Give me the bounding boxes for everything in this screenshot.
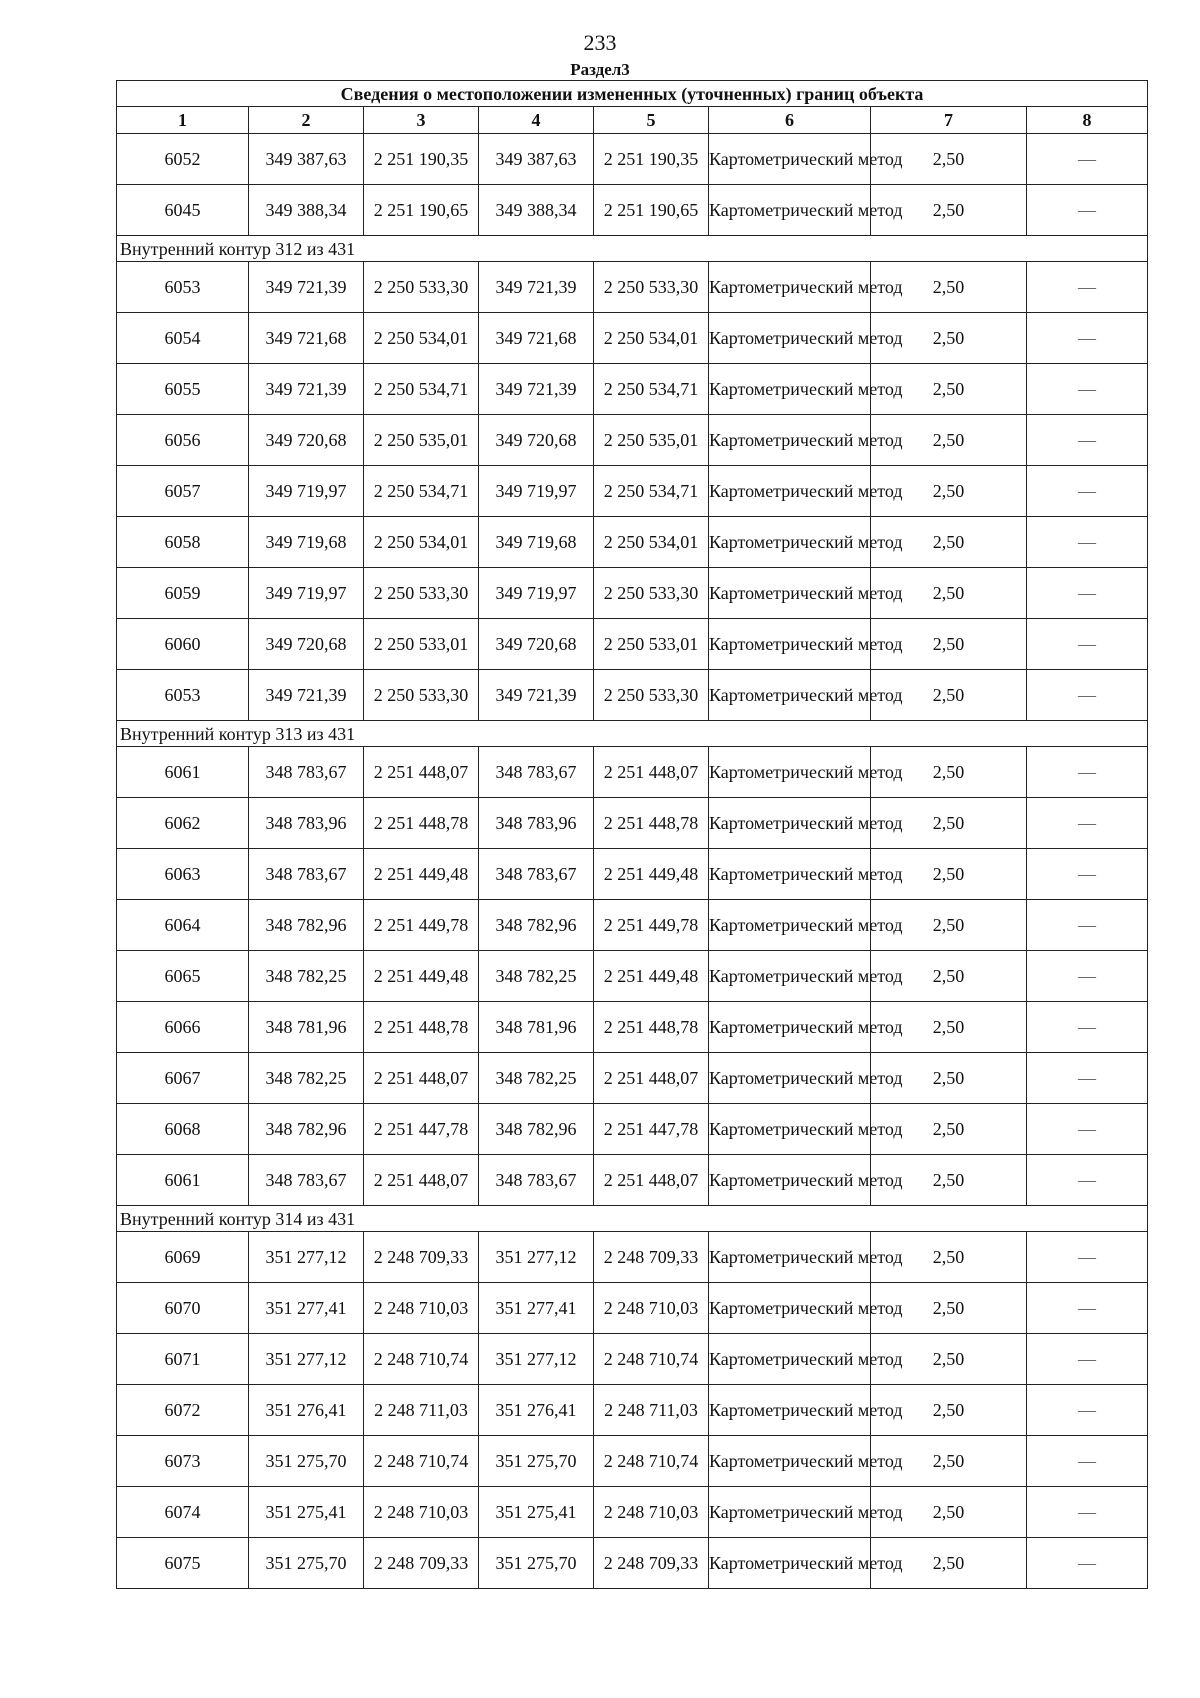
cell-x-coordinate: 348 783,67 [249,1155,364,1206]
cell-note: — [1027,670,1148,721]
cell-method: Картометрический метод [709,1436,871,1487]
cell-y-coordinate-refined: 2 250 533,30 [594,262,709,313]
cell-x-coordinate-refined: 349 721,68 [479,313,594,364]
cell-x-coordinate-refined: 349 721,39 [479,262,594,313]
cell-accuracy: 2,50 [871,415,1027,466]
table-title: Сведения о местоположении измененных (уточненных) границ объекта [117,81,1148,107]
column-header-3: 3 [364,107,479,134]
cell-x-coordinate-refined: 351 276,41 [479,1385,594,1436]
table-row [117,1155,1148,1206]
cell-y-coordinate: 2 248 711,03 [364,1385,479,1436]
cell-note: — [1027,185,1148,236]
cell-y-coordinate: 2 251 448,07 [364,747,479,798]
cell-y-coordinate-refined: 2 250 534,01 [594,517,709,568]
cell-x-coordinate: 349 719,97 [249,466,364,517]
cell-y-coordinate: 2 251 448,07 [364,1053,479,1104]
cell-point-number: 6064 [117,900,249,951]
column-header-6: 6 [709,107,871,134]
cell-x-coordinate-refined: 351 275,41 [479,1487,594,1538]
table-row [117,1104,1148,1155]
cell-y-coordinate-refined: 2 248 710,03 [594,1487,709,1538]
cell-note: — [1027,466,1148,517]
cell-x-coordinate: 349 388,34 [249,185,364,236]
cell-point-number: 6070 [117,1283,249,1334]
cell-point-number: 6066 [117,1002,249,1053]
column-header-2: 2 [249,107,364,134]
cell-method: Картометрический метод [709,1538,871,1589]
cell-note: — [1027,1436,1148,1487]
cell-accuracy: 2,50 [871,1002,1027,1053]
cell-method: Картометрический метод [709,313,871,364]
cell-accuracy: 2,50 [871,619,1027,670]
cell-x-coordinate: 351 276,41 [249,1385,364,1436]
cell-note: — [1027,517,1148,568]
cell-y-coordinate-refined: 2 248 709,33 [594,1538,709,1589]
cell-x-coordinate-refined: 349 721,39 [479,670,594,721]
cell-note: — [1027,849,1148,900]
table-row [117,1436,1148,1487]
cell-accuracy: 2,50 [871,517,1027,568]
cell-y-coordinate-refined: 2 251 448,07 [594,1053,709,1104]
cell-note: — [1027,1002,1148,1053]
table-row [117,568,1148,619]
cell-y-coordinate: 2 251 449,78 [364,900,479,951]
cell-y-coordinate: 2 250 533,30 [364,262,479,313]
cell-accuracy: 2,50 [871,1334,1027,1385]
contour-row [117,236,1148,262]
cell-y-coordinate: 2 250 534,71 [364,364,479,415]
table-row [117,262,1148,313]
cell-point-number: 6054 [117,313,249,364]
cell-point-number: 6065 [117,951,249,1002]
cell-x-coordinate: 351 277,12 [249,1334,364,1385]
cell-y-coordinate-refined: 2 248 709,33 [594,1232,709,1283]
cell-method: Картометрический метод [709,517,871,568]
cell-point-number: 6071 [117,1334,249,1385]
cell-note: — [1027,1155,1148,1206]
cell-note: — [1027,1385,1148,1436]
cell-method: Картометрический метод [709,134,871,185]
cell-y-coordinate: 2 251 449,48 [364,951,479,1002]
table-row [117,1385,1148,1436]
cell-y-coordinate: 2 251 190,65 [364,185,479,236]
cell-point-number: 6060 [117,619,249,670]
cell-y-coordinate: 2 248 710,74 [364,1436,479,1487]
cell-note: — [1027,900,1148,951]
cell-y-coordinate-refined: 2 250 533,30 [594,670,709,721]
cell-method: Картометрический метод [709,1104,871,1155]
cell-x-coordinate: 349 721,39 [249,364,364,415]
table-row [117,364,1148,415]
cell-y-coordinate: 2 251 190,35 [364,134,479,185]
cell-accuracy: 2,50 [871,670,1027,721]
cell-accuracy: 2,50 [871,1538,1027,1589]
contour-row [117,721,1148,747]
cell-y-coordinate: 2 248 709,33 [364,1538,479,1589]
column-header-7: 7 [871,107,1027,134]
cell-accuracy: 2,50 [871,900,1027,951]
cell-y-coordinate-refined: 2 251 190,35 [594,134,709,185]
cell-accuracy: 2,50 [871,1487,1027,1538]
cell-x-coordinate: 349 721,39 [249,262,364,313]
cell-point-number: 6061 [117,747,249,798]
cell-note: — [1027,1538,1148,1589]
table-row [117,1487,1148,1538]
cell-y-coordinate: 2 251 448,78 [364,1002,479,1053]
column-number-header-row [117,107,1148,134]
table-row [117,1002,1148,1053]
cell-x-coordinate: 351 275,70 [249,1436,364,1487]
cell-y-coordinate: 2 248 710,03 [364,1487,479,1538]
contour-label: Внутренний контур 313 из 431 [117,721,1148,747]
table-row [117,415,1148,466]
cell-point-number: 6057 [117,466,249,517]
column-header-8: 8 [1027,107,1148,134]
cell-x-coordinate-refined: 349 719,68 [479,517,594,568]
cell-x-coordinate-refined: 351 275,70 [479,1538,594,1589]
cell-point-number: 6059 [117,568,249,619]
cell-x-coordinate: 348 782,96 [249,1104,364,1155]
cell-accuracy: 2,50 [871,1436,1027,1487]
cell-note: — [1027,313,1148,364]
table-row [117,900,1148,951]
cell-y-coordinate-refined: 2 251 447,78 [594,1104,709,1155]
cell-accuracy: 2,50 [871,134,1027,185]
cell-x-coordinate: 348 783,96 [249,798,364,849]
cell-note: — [1027,747,1148,798]
cell-x-coordinate-refined: 349 388,34 [479,185,594,236]
cell-y-coordinate-refined: 2 250 534,01 [594,313,709,364]
cell-y-coordinate: 2 251 448,78 [364,798,479,849]
cell-note: — [1027,262,1148,313]
cell-method: Картометрический метод [709,1334,871,1385]
cell-x-coordinate: 349 721,39 [249,670,364,721]
cell-x-coordinate-refined: 351 275,70 [479,1436,594,1487]
cell-note: — [1027,1334,1148,1385]
cell-x-coordinate-refined: 348 782,25 [479,1053,594,1104]
cell-x-coordinate: 349 719,97 [249,568,364,619]
cell-point-number: 6062 [117,798,249,849]
cell-x-coordinate-refined: 348 783,67 [479,1155,594,1206]
table-row [117,1232,1148,1283]
cell-y-coordinate: 2 250 534,71 [364,466,479,517]
cell-y-coordinate-refined: 2 248 710,74 [594,1334,709,1385]
cell-method: Картометрический метод [709,849,871,900]
cell-accuracy: 2,50 [871,313,1027,364]
cell-method: Картометрический метод [709,1155,871,1206]
cell-note: — [1027,798,1148,849]
cell-x-coordinate-refined: 351 277,41 [479,1283,594,1334]
cell-accuracy: 2,50 [871,364,1027,415]
cell-point-number: 6052 [117,134,249,185]
cell-x-coordinate: 351 277,12 [249,1232,364,1283]
cell-y-coordinate: 2 250 533,01 [364,619,479,670]
cell-y-coordinate: 2 251 447,78 [364,1104,479,1155]
cell-method: Картометрический метод [709,619,871,670]
cell-accuracy: 2,50 [871,466,1027,517]
cell-x-coordinate-refined: 349 719,97 [479,466,594,517]
table-row [117,134,1148,185]
cell-accuracy: 2,50 [871,262,1027,313]
cell-note: — [1027,1053,1148,1104]
cell-y-coordinate: 2 250 533,30 [364,568,479,619]
table-row [117,798,1148,849]
cell-x-coordinate: 348 783,67 [249,747,364,798]
cell-point-number: 6045 [117,185,249,236]
cell-point-number: 6073 [117,1436,249,1487]
cell-accuracy: 2,50 [871,1104,1027,1155]
cell-x-coordinate-refined: 348 781,96 [479,1002,594,1053]
cell-y-coordinate-refined: 2 251 449,48 [594,849,709,900]
cell-method: Картометрический метод [709,262,871,313]
cell-x-coordinate-refined: 348 782,25 [479,951,594,1002]
column-header-1: 1 [117,107,249,134]
cell-note: — [1027,568,1148,619]
cell-note: — [1027,1487,1148,1538]
contour-label: Внутренний контур 312 из 431 [117,236,1148,262]
cell-point-number: 6058 [117,517,249,568]
cell-x-coordinate-refined: 349 387,63 [479,134,594,185]
cell-y-coordinate-refined: 2 251 190,65 [594,185,709,236]
table-row [117,747,1148,798]
cell-y-coordinate-refined: 2 248 710,03 [594,1283,709,1334]
cell-x-coordinate: 351 275,70 [249,1538,364,1589]
cell-y-coordinate: 2 248 709,33 [364,1232,479,1283]
table-row [117,951,1148,1002]
cell-x-coordinate: 349 721,68 [249,313,364,364]
cell-point-number: 6075 [117,1538,249,1589]
cell-accuracy: 2,50 [871,951,1027,1002]
cell-y-coordinate-refined: 2 248 710,74 [594,1436,709,1487]
cell-method: Картометрический метод [709,900,871,951]
cell-y-coordinate-refined: 2 250 534,71 [594,364,709,415]
cell-x-coordinate-refined: 348 782,96 [479,1104,594,1155]
cell-x-coordinate: 348 781,96 [249,1002,364,1053]
cell-x-coordinate-refined: 349 721,39 [479,364,594,415]
cell-accuracy: 2,50 [871,1283,1027,1334]
cell-x-coordinate-refined: 348 783,67 [479,747,594,798]
table-row [117,466,1148,517]
cell-method: Картометрический метод [709,1283,871,1334]
table-row [117,619,1148,670]
cell-point-number: 6072 [117,1385,249,1436]
cell-x-coordinate: 348 783,67 [249,849,364,900]
table-row [117,185,1148,236]
cell-y-coordinate-refined: 2 250 533,30 [594,568,709,619]
cell-y-coordinate-refined: 2 250 535,01 [594,415,709,466]
cell-y-coordinate: 2 250 533,30 [364,670,479,721]
cell-point-number: 6061 [117,1155,249,1206]
cell-y-coordinate-refined: 2 251 448,78 [594,1002,709,1053]
cell-method: Картометрический метод [709,951,871,1002]
cell-method: Картометрический метод [709,1053,871,1104]
cell-accuracy: 2,50 [871,849,1027,900]
cell-method: Картометрический метод [709,466,871,517]
cell-method: Картометрический метод [709,1232,871,1283]
cell-x-coordinate-refined: 349 720,68 [479,415,594,466]
cell-y-coordinate: 2 250 535,01 [364,415,479,466]
table-row [117,1053,1148,1104]
cell-accuracy: 2,50 [871,1232,1027,1283]
table-row [117,313,1148,364]
cell-x-coordinate: 351 277,41 [249,1283,364,1334]
contour-label: Внутренний контур 314 из 431 [117,1206,1148,1232]
cell-note: — [1027,415,1148,466]
cell-method: Картометрический метод [709,1385,871,1436]
cell-method: Картометрический метод [709,415,871,466]
table-body [117,134,1148,1589]
cell-y-coordinate: 2 250 534,01 [364,313,479,364]
cell-point-number: 6053 [117,670,249,721]
cell-accuracy: 2,50 [871,798,1027,849]
cell-x-coordinate: 351 275,41 [249,1487,364,1538]
cell-note: — [1027,1104,1148,1155]
cell-method: Картометрический метод [709,1002,871,1053]
cell-x-coordinate: 349 719,68 [249,517,364,568]
cell-point-number: 6063 [117,849,249,900]
contour-row [117,1206,1148,1232]
table-row [117,1334,1148,1385]
cell-method: Картометрический метод [709,568,871,619]
cell-method: Картометрический метод [709,747,871,798]
page-number: 233 [583,30,617,55]
cell-x-coordinate: 348 782,96 [249,900,364,951]
cell-point-number: 6067 [117,1053,249,1104]
cell-note: — [1027,951,1148,1002]
cell-method: Картометрический метод [709,185,871,236]
column-header-5: 5 [594,107,709,134]
cell-x-coordinate: 349 387,63 [249,134,364,185]
cell-y-coordinate: 2 250 534,01 [364,517,479,568]
cell-x-coordinate-refined: 348 783,67 [479,849,594,900]
cell-note: — [1027,619,1148,670]
cell-x-coordinate: 349 720,68 [249,415,364,466]
cell-point-number: 6055 [117,364,249,415]
cell-method: Картометрический метод [709,798,871,849]
cell-accuracy: 2,50 [871,568,1027,619]
cell-note: — [1027,1232,1148,1283]
cell-method: Картометрический метод [709,364,871,415]
cell-x-coordinate: 349 720,68 [249,619,364,670]
cell-y-coordinate: 2 251 449,48 [364,849,479,900]
cell-y-coordinate: 2 248 710,03 [364,1283,479,1334]
cell-accuracy: 2,50 [871,185,1027,236]
cell-point-number: 6056 [117,415,249,466]
table-row [117,517,1148,568]
cell-y-coordinate-refined: 2 250 533,01 [594,619,709,670]
cell-x-coordinate-refined: 351 277,12 [479,1334,594,1385]
cell-accuracy: 2,50 [871,1385,1027,1436]
cell-y-coordinate: 2 251 448,07 [364,1155,479,1206]
cell-y-coordinate-refined: 2 251 449,48 [594,951,709,1002]
cell-accuracy: 2,50 [871,1155,1027,1206]
cell-point-number: 6074 [117,1487,249,1538]
cell-y-coordinate-refined: 2 250 534,71 [594,466,709,517]
cell-point-number: 6068 [117,1104,249,1155]
cell-y-coordinate-refined: 2 251 448,07 [594,747,709,798]
cell-x-coordinate-refined: 348 783,96 [479,798,594,849]
cell-note: — [1027,364,1148,415]
cell-x-coordinate-refined: 348 782,96 [479,900,594,951]
table-row [117,849,1148,900]
cell-y-coordinate-refined: 2 251 449,78 [594,900,709,951]
cell-point-number: 6069 [117,1232,249,1283]
cell-y-coordinate-refined: 2 251 448,07 [594,1155,709,1206]
table-row [117,1538,1148,1589]
cell-y-coordinate-refined: 2 248 711,03 [594,1385,709,1436]
cell-x-coordinate-refined: 349 720,68 [479,619,594,670]
cell-accuracy: 2,50 [871,1053,1027,1104]
cell-y-coordinate: 2 248 710,74 [364,1334,479,1385]
cell-method: Картометрический метод [709,670,871,721]
cell-x-coordinate: 348 782,25 [249,951,364,1002]
cell-point-number: 6053 [117,262,249,313]
section-heading: Раздел3 [570,60,630,79]
cell-y-coordinate-refined: 2 251 448,78 [594,798,709,849]
cell-x-coordinate-refined: 351 277,12 [479,1232,594,1283]
cell-x-coordinate-refined: 349 719,97 [479,568,594,619]
cell-method: Картометрический метод [709,1487,871,1538]
table-row [117,670,1148,721]
cell-note: — [1027,134,1148,185]
boundary-coordinates-table [116,80,1148,1589]
column-header-4: 4 [479,107,594,134]
cell-note: — [1027,1283,1148,1334]
table-row [117,1283,1148,1334]
cell-accuracy: 2,50 [871,747,1027,798]
cell-x-coordinate: 348 782,25 [249,1053,364,1104]
